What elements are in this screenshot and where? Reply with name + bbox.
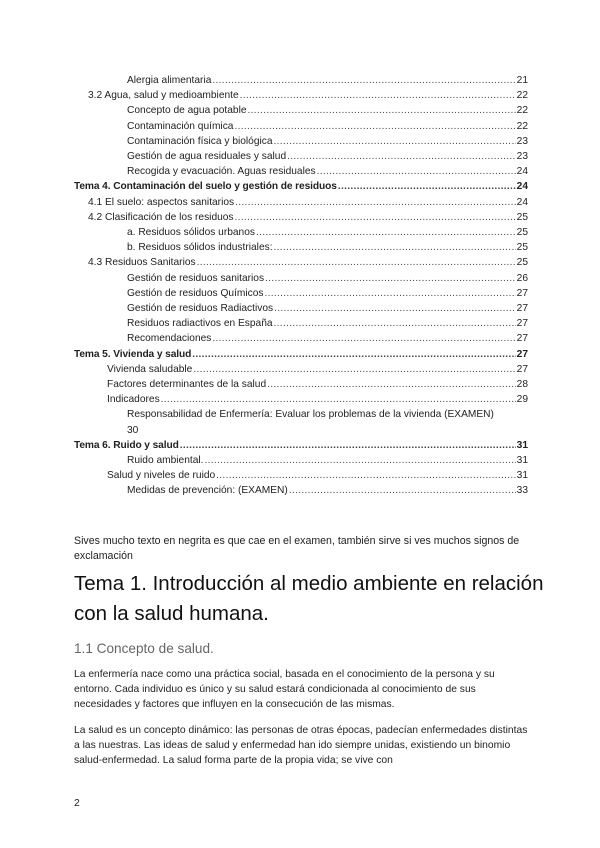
study-note: Sives mucho texto en negrita es que cae en el examen, también sirve si ves muchos signos de exclamación xyxy=(74,534,520,563)
toc-entry-title: Salud y niveles de ruido xyxy=(107,470,216,482)
toc-entry[interactable] xyxy=(74,286,528,301)
toc-dot-leader xyxy=(180,438,516,453)
toc-entry[interactable] xyxy=(74,195,528,210)
toc-entry[interactable] xyxy=(74,103,528,118)
toc-entry-page: 22 xyxy=(516,120,528,132)
toc-entry-page: 24 xyxy=(516,196,528,208)
toc-entry[interactable] xyxy=(74,255,528,270)
toc-dot-leader xyxy=(204,453,515,468)
toc-entry-page: 31 xyxy=(516,455,528,467)
toc-entry-page: 25 xyxy=(516,211,528,223)
toc-entry-page: 23 xyxy=(516,135,528,147)
toc-dot-leader xyxy=(287,149,516,164)
toc-chapter-entry[interactable] xyxy=(74,347,528,362)
toc-chapter-entry[interactable] xyxy=(74,179,528,194)
toc-entry[interactable] xyxy=(74,362,528,377)
toc-entry-page: 26 xyxy=(516,272,528,284)
toc-entry-title: 3.2 Agua, salud y medioambiente xyxy=(88,90,239,102)
toc-entry[interactable] xyxy=(74,483,528,498)
toc-entry-page: 24 xyxy=(516,181,528,193)
toc-entry-page: 27 xyxy=(516,333,528,345)
toc-entry-title: Recomendaciones xyxy=(127,333,212,345)
toc-entry[interactable] xyxy=(74,392,528,407)
toc-entry-title: 4.3 Residuos Sanitarios xyxy=(88,257,196,269)
toc-entry[interactable] xyxy=(74,240,528,255)
toc-dot-leader xyxy=(274,301,516,316)
toc-entry-title: Gestión de residuos sanitarios xyxy=(127,272,265,284)
toc-entry[interactable] xyxy=(74,134,528,149)
toc-dot-leader xyxy=(338,179,516,194)
toc-entry-page: 27 xyxy=(516,303,528,315)
toc-entry-title: Contaminación química xyxy=(127,120,234,132)
toc-dot-leader xyxy=(317,164,516,179)
toc-entry-page: 22 xyxy=(516,90,528,102)
toc-entry-page: 25 xyxy=(516,242,528,254)
toc-entry-title: Ruido ambiental. xyxy=(127,455,204,467)
toc-entry-title: 4.1 El suelo: aspectos sanitarios xyxy=(88,196,235,208)
toc-entry-title: Contaminación física y biológica xyxy=(127,135,273,147)
toc-entry[interactable] xyxy=(74,331,528,346)
toc-entry-page: 28 xyxy=(516,379,528,391)
toc-entry-title: Residuos radiactivos en España xyxy=(127,318,273,330)
toc-dot-leader xyxy=(212,73,515,88)
chapter-title: Tema 1. Introducción al medio ambiente en relación con la salud humana. xyxy=(74,572,544,625)
toc-entry-title: b. Residuos sólidos industriales: xyxy=(127,242,273,254)
toc-entry-title: Recogida y evacuación. Aguas residuales xyxy=(127,166,316,178)
toc-entry-title: Gestión de residuos Radiactivos xyxy=(127,303,274,315)
toc-entry-title: Vivienda saludable xyxy=(107,363,193,375)
toc-entry[interactable] xyxy=(74,453,528,468)
toc-dot-leader xyxy=(274,240,516,255)
toc-entry[interactable] xyxy=(74,468,528,483)
toc-entry-title: Alergia alimentaria xyxy=(127,75,212,86)
toc-entry-title: a. Residuos sólidos urbanos xyxy=(127,227,255,239)
paragraph: La salud es un concepto dinámico: las personas de otras épocas, padecían enfermedades distintas a las nuestras. Las ideas de salud y enfermedad han ido siempre unidas, existiendo un binomio salud-enfermedad. La salud forma parte de la propia vida; se vive con xyxy=(74,725,528,767)
toc-entry-title: Factores determinantes de la salud xyxy=(107,379,267,391)
toc-entry-page: 25 xyxy=(516,227,528,239)
toc-entry[interactable] xyxy=(74,149,528,164)
toc-dot-leader xyxy=(265,271,516,286)
toc-entry-page: 27 xyxy=(516,287,528,299)
toc-entry-page: 30 xyxy=(127,424,139,436)
toc-dot-leader xyxy=(197,255,516,270)
toc-entry-page: 22 xyxy=(516,105,528,117)
table-of-contents xyxy=(74,73,528,499)
toc-entry-title: Gestión de residuos Químicos xyxy=(127,287,264,299)
toc-entry[interactable] xyxy=(74,73,528,88)
toc-entry[interactable] xyxy=(74,88,528,103)
toc-dot-leader xyxy=(193,362,515,377)
toc-dot-leader xyxy=(274,134,516,149)
toc-dot-leader xyxy=(161,392,516,407)
toc-entry-page: 27 xyxy=(516,363,528,375)
toc-chapter-entry[interactable] xyxy=(74,438,528,453)
toc-entry[interactable] xyxy=(74,316,528,331)
toc-entry[interactable] xyxy=(74,407,528,437)
toc-dot-leader xyxy=(248,103,516,118)
toc-dot-leader xyxy=(274,316,516,331)
toc-entry-title: 4.2 Clasificación de los residuos xyxy=(88,211,234,223)
toc-dot-leader xyxy=(235,210,516,225)
toc-dot-leader xyxy=(267,377,516,392)
toc-dot-leader xyxy=(289,483,516,498)
section-title: 1.1 Concepto de salud. xyxy=(74,641,214,656)
page-number: 2 xyxy=(74,798,80,809)
toc-dot-leader xyxy=(235,195,516,210)
toc-entry[interactable] xyxy=(74,164,528,179)
toc-dot-leader xyxy=(212,331,515,346)
toc-dot-leader xyxy=(264,286,515,301)
toc-entry[interactable] xyxy=(74,271,528,286)
toc-entry-title: Indicadores xyxy=(107,394,160,406)
toc-entry-title: Concepto de agua potable xyxy=(127,105,247,117)
toc-entry[interactable] xyxy=(74,301,528,316)
toc-entry-page: 31 xyxy=(516,439,528,451)
toc-dot-leader xyxy=(216,468,515,483)
toc-entry-page: 24 xyxy=(516,166,528,178)
toc-entry[interactable] xyxy=(74,225,528,240)
toc-entry[interactable] xyxy=(74,210,528,225)
toc-dot-leader xyxy=(240,88,516,103)
toc-entry-title: Tema 5. Vivienda y salud xyxy=(74,348,192,360)
toc-entry-title: Gestión de agua residuales y salud xyxy=(127,151,287,163)
toc-entry-title: Responsabilidad de Enfermería: Evaluar los problemas de la vivienda (EXAMEN) xyxy=(127,409,494,421)
toc-entry-page: 29 xyxy=(516,394,528,406)
toc-entry-page: 31 xyxy=(516,470,528,482)
toc-dot-leader xyxy=(234,119,515,134)
toc-entry-page: 25 xyxy=(516,257,528,269)
toc-dot-leader xyxy=(256,225,516,240)
toc-entry-title: Tema 4. Contaminación del suelo y gestión de residuos xyxy=(74,181,337,193)
toc-entry-page: 21 xyxy=(516,75,528,86)
toc-entry-page: 27 xyxy=(516,318,528,330)
toc-entry-page: 23 xyxy=(516,151,528,163)
toc-entry-page: 33 xyxy=(516,485,528,497)
toc-entry-page: 27 xyxy=(516,348,528,360)
paragraph: La enfermería nace como una práctica social, basada en el conocimiento de la persona y su entorno. Cada individuo es único y su salud estará condicionada al conocimiento de sus necesidades y factores que influyen en la consecución de las mismas. xyxy=(74,669,495,711)
toc-entry-title: Tema 6. Ruido y salud xyxy=(74,439,179,451)
toc-dot-leader xyxy=(192,347,515,362)
toc-entry[interactable] xyxy=(74,119,528,134)
toc-entry-title: Medidas de prevención: (EXAMEN) xyxy=(127,485,288,497)
toc-entry[interactable] xyxy=(74,377,528,392)
